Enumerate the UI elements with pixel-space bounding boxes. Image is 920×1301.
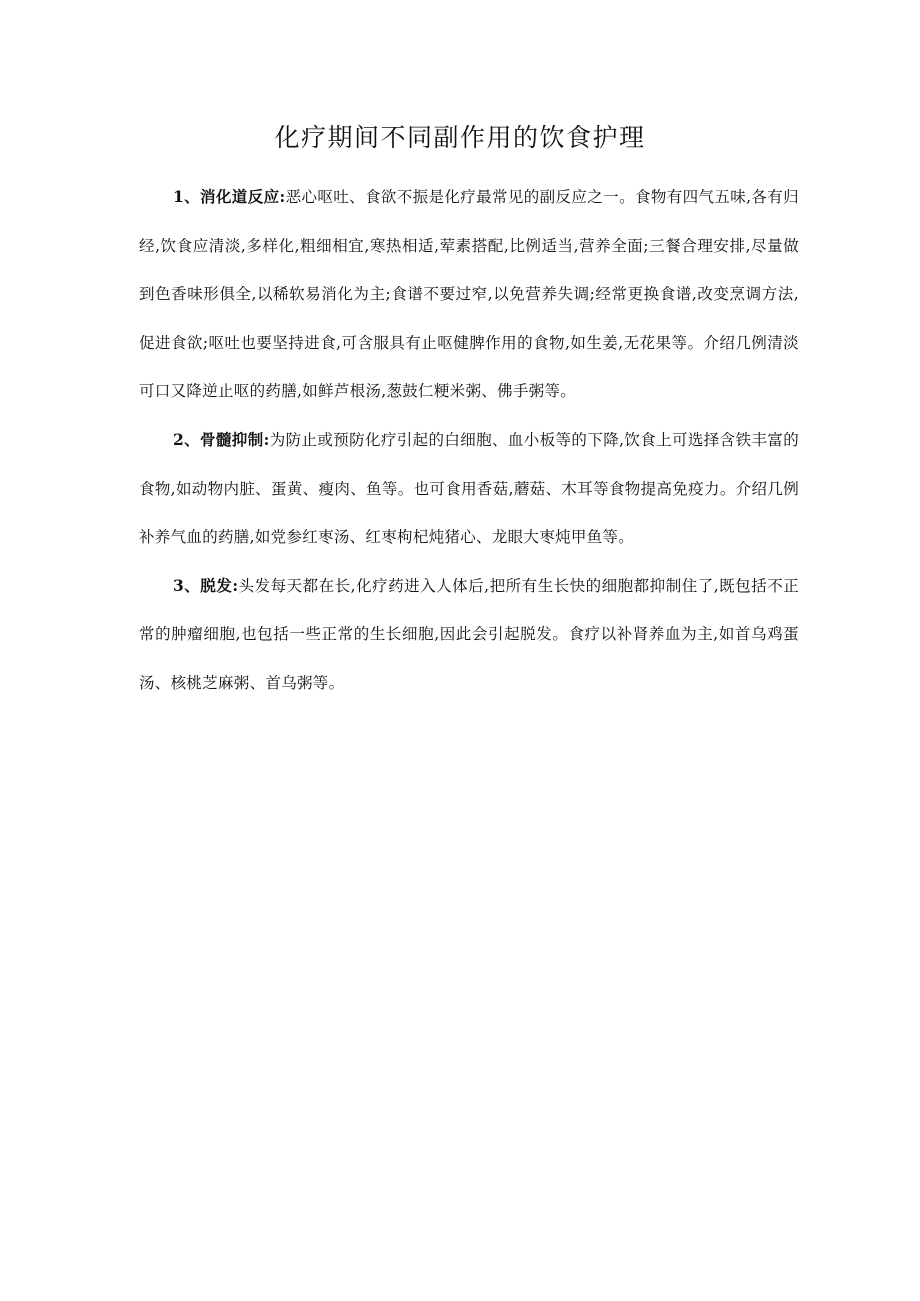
- section-label: 1、消化道反应:: [173, 187, 286, 206]
- section-label: 2、骨髓抑制:: [173, 429, 270, 449]
- section-text: 为防止或预防化疗引起的白细胞、血小板等的下降,饮食上可选择含铁丰富的食物,如动物内脏、蛋黄、瘦肉、鱼等。也可食用香菇,蘑菇、木耳等食物提高免疫力。介绍几例补养气血的药膳,如党参红枣汤、红枣枸杞炖猪心、龙眼大枣炖甲鱼等。: [139, 430, 800, 547]
- section-digestive-reaction: [139, 173, 799, 416]
- document-body: [139, 173, 799, 708]
- section-text: 头发每天都在长,化疗药进入人体后,把所有生长快的细胞都抑制住了,既包括不正常的肿瘤细胞,也包括一些正常的生长细胞,因此会引起脱发。食疗以补肾养血为主,如首乌鸡蛋汤、核桃芝麻粥、首乌粥等。: [139, 576, 799, 692]
- section-bone-marrow-suppression: [139, 416, 799, 562]
- section-text: 恶心呕吐、食欲不振是化疗最常见的副反应之一。食物有四气五味,各有归经,饮食应清淡,多样化,粗细相宜,寒热相适,荤素搭配,比例适当,营养全面;三餐合理安排,尽量做到色香味形俱全,以稀软易消化为主;食谱不要过窄,以免营养失调;经常更换食谱,改变烹调方法,促进食欲;呕吐也要坚持进食,可含服具有止呕健脾作用的食物,如生姜,无花果等。介绍几例清淡可口又降逆止呕的药膳,如鲜芦根汤,葱鼓仁粳米粥、佛手粥等。: [139, 188, 799, 401]
- page-title: 化疗期间不同副作用的饮食护理: [274, 123, 646, 152]
- section-hair-loss: [139, 562, 799, 708]
- section-label: 3、脱发:: [173, 575, 239, 595]
